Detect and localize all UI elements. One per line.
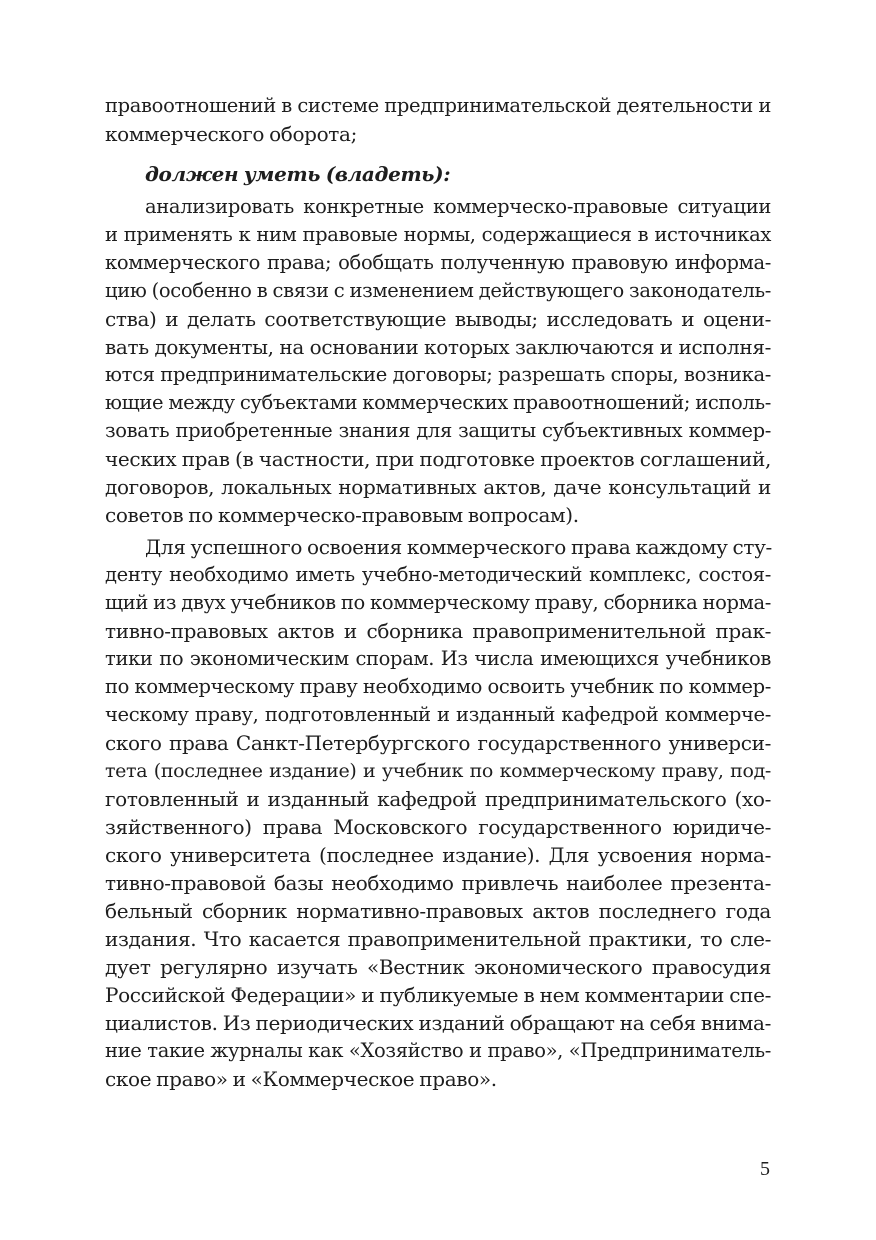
text-line: и применять к ним правовые нормы, содержащиеся в источниках	[105, 223, 771, 246]
text-line: тивно-правовой базы необходимо привлечь наиболее презента-	[105, 871, 771, 895]
text-line: ющие между субъектами коммерческих правоотношений; исполь-	[105, 391, 771, 414]
text-line: щий из двух учебников по коммерческому праву, сборника норма-	[105, 591, 771, 614]
text-line: коммерческого оборота;	[105, 122, 357, 146]
text-line: зовать приобретенные знания для защиты субъективных коммер-	[105, 419, 771, 442]
page-number: 5	[760, 1158, 770, 1180]
text-line: Российской Федерации» и публикуемые в нем комментарии спе-	[105, 983, 771, 1007]
section-heading: должен уметь (владеть):	[145, 162, 451, 186]
text-line: тики по экономическим спорам. Из числа имеющихся учебников	[105, 647, 771, 670]
text-line: ются предпринимательские договоры; разрешать споры, возника-	[105, 363, 771, 386]
text-line: циалистов. Из периодических изданий обращают на себя внима-	[105, 1011, 771, 1035]
text-line: ческому праву, подготовленный и изданный кафедрой коммерче-	[105, 703, 771, 726]
text-line: ского университета (последнее издание). Для усвоения норма-	[105, 843, 771, 867]
text-line: советов по коммерческо-правовым вопросам).	[105, 503, 579, 527]
text-line: анализировать конкретные коммерческо-правовые ситуации	[145, 195, 771, 218]
text-line: бельный сборник нормативно-правовых актов последнего года	[105, 899, 771, 923]
text-line: дует регулярно изучать «Вестник экономического правосудия	[105, 955, 771, 979]
text-line: ние такие журналы как «Хозяйство и право», «Предприниматель-	[105, 1039, 771, 1062]
text-line: по коммерческому праву необходимо освоить учебник по коммер-	[105, 675, 771, 698]
text-line: тивно-правовых актов и сборника правоприменительной прак-	[105, 619, 771, 643]
text-line: издания. Что касается правоприменительной практики, то сле-	[105, 927, 771, 951]
text-line: правоотношений в системе предпринимательской деятельности и	[105, 94, 771, 117]
text-line: договоров, локальных нормативных актов, даче консультаций и	[105, 475, 771, 499]
text-line: вать документы, на основании которых заключаются и исполня-	[105, 335, 771, 359]
text-line: цию (особенно в связи с изменением действующего законодатель-	[105, 279, 771, 302]
text-line: тета (последнее издание) и учебник по коммерческому праву, под-	[105, 760, 771, 782]
text-line: денту необходимо иметь учебно-методический комплекс, состоя-	[105, 563, 771, 586]
text-line: ское право» и «Коммерческое право».	[105, 1067, 497, 1091]
text-line: Для успешного освоения коммерческого права каждому сту-	[145, 535, 772, 559]
text-line: ческих прав (в частности, при подготовке проектов соглашений,	[105, 447, 771, 471]
text-line: готовленный и изданный кафедрой предпринимательского (хо-	[105, 787, 771, 811]
text-line: зяйственного) права Московского государственного юридиче-	[105, 815, 771, 839]
text-line: коммерческого права; обобщать полученную правовую информа-	[105, 251, 771, 274]
text-line: ского права Санкт-Петербургского государственного универси-	[105, 731, 771, 755]
text-line: ства) и делать соответствующие выводы; исследовать и оцени-	[105, 307, 771, 331]
